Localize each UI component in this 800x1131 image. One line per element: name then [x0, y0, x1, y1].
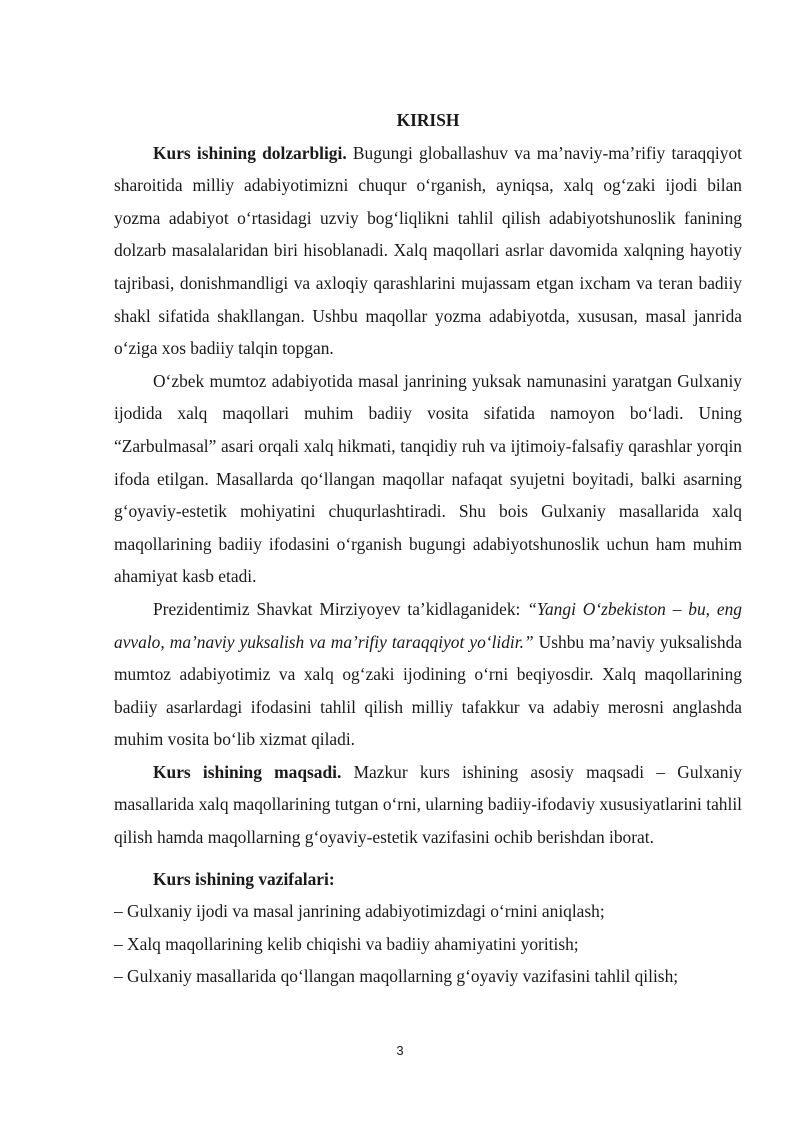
- goal-text: Mazkur kurs ishining asosiy maqsadi – Gulxaniy masallarida xalq maqollarining tutgan o‘rni, ularning badiiy-ifodaviy xususiyatlarini tahlil qilish hamda maqollarning g‘oyaviy-estetik vazifasini ochib berishdan iborat.: [114, 761, 742, 848]
- task-item: – Gulxaniy masallarida qo‘llangan maqollarning g‘oyaviy vazifasini tahlil qilish;: [114, 966, 679, 987]
- quote-text: “Yangi O‘zbekiston – bu, eng avvalo, ma’naviy yuksalish va ma’rifiy taraqqiyot yo‘lidir.”: [114, 598, 742, 652]
- page-content: [114, 104, 742, 993]
- tasks-heading: Kurs ishining vazifalari:: [153, 868, 335, 889]
- goal-lead: Kurs ishining maqsadi.: [153, 761, 342, 782]
- section-heading: KIRISH: [396, 110, 460, 130]
- task-item: – Xalq maqollarining kelib chiqishi va badiiy ahamiyatini yoritish;: [114, 933, 579, 954]
- page-number: 3: [396, 1043, 404, 1058]
- paragraph-relevance: [114, 137, 742, 365]
- task-item: – Gulxaniy ijodi va masal janrining adabiyotimizdagi o‘rnini aniqlash;: [114, 901, 605, 922]
- quote-intro: Prezidentimiz Shavkat Mirziyoyev ta’kidlaganidek:: [153, 598, 528, 619]
- paragraph-gulxaniy: O‘zbek mumtoz adabiyotida masal janrining yuksak namunasini yaratgan Gulxaniy ijodida xalq maqollari muhim badiiy vosita sifatida namoyon bo‘ladi. Uning “Zarbulmasal” asari orqali xalq hikmati, tanqidiy ruh va ijtimoiy-falsafiy qarashlar yorqin ifoda etilgan. Masallarda qo‘llangan maqollar nafaqat syujetni boyitadi, balki asarning g‘oyaviy-estetik mohiyatini chuqurlashtiradi. Shu bois Gulxaniy masallarida xalq maqollarining badiiy ifodasini o‘rganish bugungi adabiyotshunoslik uchun ham muhim ahamiyat kasb etadi.: [114, 370, 742, 587]
- relevance-text: Bugungi globallashuv va ma’naviy-ma’rifiy taraqqiyot sharoitida milliy adabiyotimizni chuqur o‘rganish, ayniqsa, xalq og‘zaki ijodi bilan yozma adabiyot o‘rtasidagi uzviy bog‘liqlikni tahlil qilish adabiyotshunoslik fanining dolzarb masalalaridan biri hisoblanadi. Xalq maqollari asrlar davomida xalqning hayotiy tajribasi, donishmandligi va axloqiy qarashlarini mujassam etgan ixcham va teran badiiy shakl sifatida shakllangan. Ushbu maqollar yozma adabiyotda, xususan, masal janrida o‘ziga xos badiiy talqin topgan.: [114, 142, 742, 359]
- quote-after: Ushbu ma’naviy yuksalishda mumtoz adabiyotimiz va xalq og‘zaki ijodining o‘rni beqiyosdir. Xalq maqollarining badiiy asarlardagi ifodasini tahlil qilish milliy tafakkur va adabiy merosni anglashda muhim vosita bo‘lib xizmat qiladi.: [114, 631, 742, 750]
- paragraph-president-quote: [114, 593, 742, 756]
- relevance-lead: Kurs ishining dolzarbligi.: [153, 142, 347, 163]
- paragraph-goal: [114, 756, 742, 854]
